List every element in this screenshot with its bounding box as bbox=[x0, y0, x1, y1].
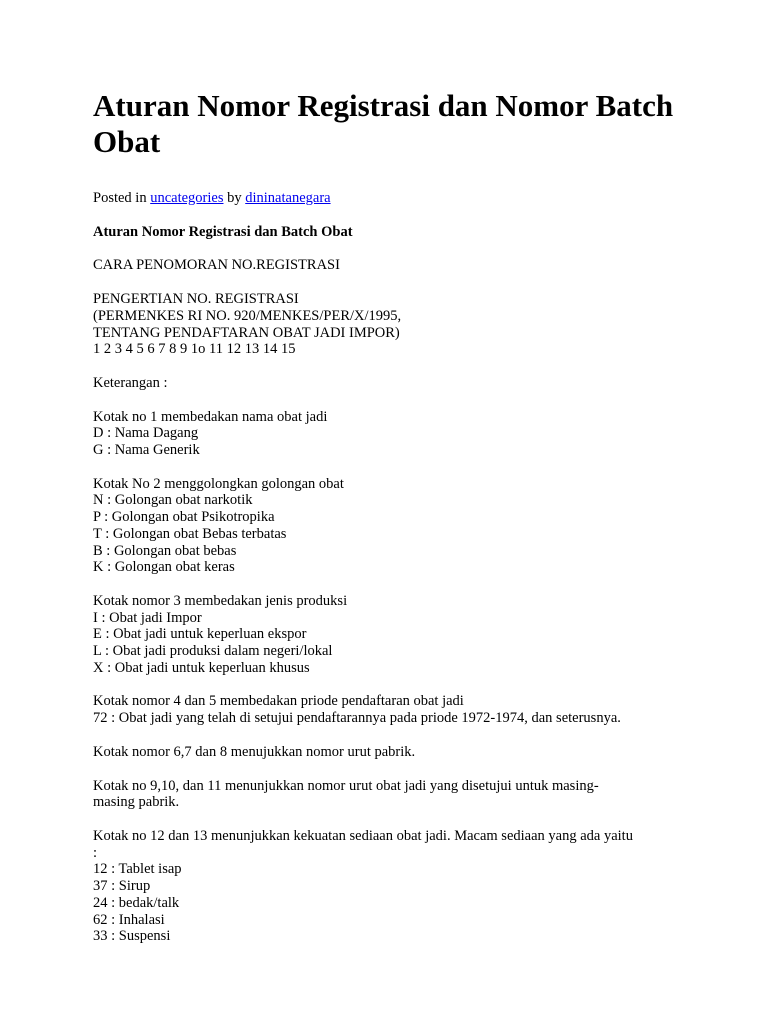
kotak3-heading: Kotak nomor 3 membedakan jenis produksi bbox=[93, 592, 348, 609]
by-label: by bbox=[227, 190, 242, 206]
kotak1213-heading: Kotak no 12 dan 13 menunjukkan kekuatan sediaan obat jadi. Macam sediaan yang ada yaitu bbox=[93, 827, 633, 844]
post-meta bbox=[93, 190, 693, 207]
article-subtitle: Aturan Nomor Registrasi dan Batch Obat bbox=[93, 223, 353, 240]
category-link[interactable]: uncategories bbox=[150, 190, 224, 206]
kotak1213-item: 62 : Inhalasi bbox=[93, 911, 165, 928]
kotak2-item: T : Golongan obat Bebas terbatas bbox=[93, 525, 287, 542]
document-page bbox=[93, 88, 693, 945]
kotak91011-line: Kotak no 9,10, dan 11 menunjukkan nomor urut obat jadi yang disetujui untuk masing- bbox=[93, 777, 599, 794]
kotak1213-item: 37 : Sirup bbox=[93, 878, 151, 895]
kotak45-item: 72 : Obat jadi yang telah di setujui pendaftarannya pada priode 1972-1974, dan seterusnya. bbox=[93, 710, 621, 727]
page-title: Aturan Nomor Registrasi dan Nomor Batch Obat bbox=[93, 88, 674, 159]
kotak3-item: X : Obat jadi untuk keperluan khusus bbox=[93, 659, 310, 676]
kotak2-item: B : Golongan obat bebas bbox=[93, 542, 237, 559]
kotak3-item: I : Obat jadi Impor bbox=[93, 609, 202, 626]
kotak2-item: K : Golongan obat keras bbox=[93, 559, 235, 576]
kotak1213-item: 33 : Suspensi bbox=[93, 928, 171, 945]
kotak1213-item: 24 : bedak/talk bbox=[93, 894, 180, 911]
kotak678-paragraph: Kotak nomor 6,7 dan 8 menujukkan nomor urut pabrik. bbox=[93, 743, 416, 760]
pengertian-line: PENGERTIAN NO. REGISTRASI bbox=[93, 291, 299, 308]
kotak1213-item: 12 : Tablet isap bbox=[93, 861, 182, 878]
pengertian-line: TENTANG PENDAFTARAN OBAT JADI IMPOR) bbox=[93, 324, 400, 341]
author-link[interactable]: dininatanegara bbox=[245, 190, 331, 206]
section-heading: CARA PENOMORAN NO.REGISTRASI bbox=[93, 257, 340, 274]
kotak91011-line: masing pabrik. bbox=[93, 794, 180, 811]
box-numbers-line: 1 2 3 4 5 6 7 8 9 1o 11 12 13 14 15 bbox=[93, 341, 296, 358]
kotak3-item: L : Obat jadi produksi dalam negeri/lokal bbox=[93, 643, 333, 660]
kotak45-heading: Kotak nomor 4 dan 5 membedakan priode pendaftaran obat jadi bbox=[93, 693, 464, 710]
kotak3-item: E : Obat jadi untuk keperluan ekspor bbox=[93, 626, 307, 643]
kotak1-heading: Kotak no 1 membedakan nama obat jadi bbox=[93, 408, 328, 425]
keterangan-label: Keterangan : bbox=[93, 374, 168, 391]
pengertian-line: (PERMENKES RI NO. 920/MENKES/PER/X/1995, bbox=[93, 307, 402, 324]
kotak1-item: G : Nama Generik bbox=[93, 442, 200, 459]
posted-in-label: Posted in bbox=[93, 190, 147, 206]
kotak2-item: P : Golongan obat Psikotropika bbox=[93, 509, 275, 526]
kotak1213-colon: : bbox=[93, 844, 98, 861]
kotak2-item: N : Golongan obat narkotik bbox=[93, 492, 253, 509]
kotak2-heading: Kotak No 2 menggolongkan golongan obat bbox=[93, 475, 344, 492]
kotak1-item: D : Nama Dagang bbox=[93, 425, 199, 442]
